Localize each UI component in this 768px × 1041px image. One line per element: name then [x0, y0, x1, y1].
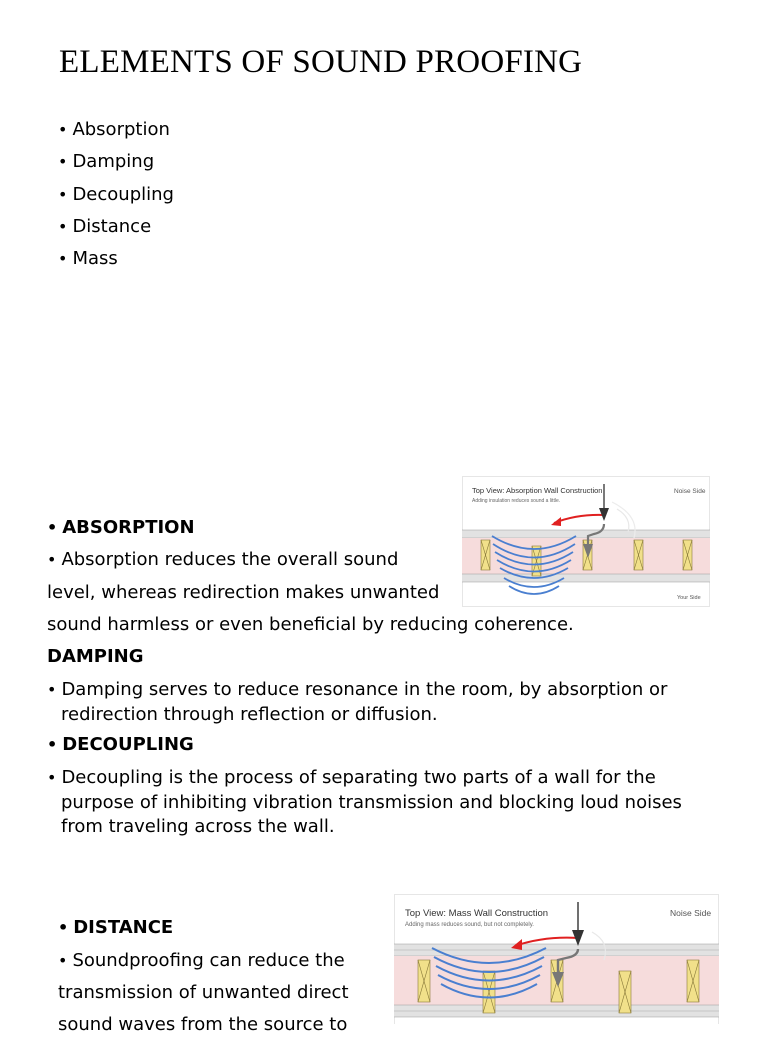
wall-board [462, 530, 710, 538]
absorption-heading: • ABSORPTION [47, 512, 195, 544]
list-item: • Mass [58, 243, 174, 275]
list-item: • Distance [58, 211, 174, 243]
page-title: ELEMENTS OF SOUND PROOFING [59, 44, 583, 80]
distance-line-2: transmission of unwanted direct [58, 982, 349, 1003]
damping-text: • Damping serves to reduce resonance in the room, by absorption or redirection through reflection or diffusion. [47, 678, 701, 727]
absorption-wall-diagram [462, 476, 710, 607]
distance-line-1: • Soundproofing can reduce the [58, 945, 345, 977]
elements-list [58, 114, 174, 275]
decoupling-text: • Decoupling is the process of separating two parts of a wall for the purpose of inhibiting vibration transmission and blocking loud noises from traveling across the wall. [47, 766, 701, 840]
absorption-line-1: • Absorption reduces the overall sound [47, 544, 398, 576]
distance-heading: • DISTANCE [58, 912, 173, 944]
noise-side-label: Noise Side [670, 908, 712, 918]
figure-title: Top View: Mass Wall Construction [405, 908, 549, 919]
list-item: • Damping [58, 146, 174, 178]
list-item: • Decoupling [58, 179, 174, 211]
your-side-label: Your Side [677, 595, 701, 601]
decoupling-heading: • DECOUPLING [47, 729, 194, 761]
absorption-line-2: level, whereas redirection makes unwanted [47, 582, 440, 603]
mass-wall-diagram [394, 894, 719, 1024]
noise-side-label: Noise Side [674, 488, 706, 495]
list-item: • Absorption [58, 114, 174, 146]
distance-line-3: sound waves from the source to [58, 1014, 348, 1035]
figure-subtitle: Adding mass reduces sound, but not completely. [405, 922, 534, 928]
figure-subtitle: Adding insulation reduces sound a little. [472, 498, 561, 504]
damping-heading: DAMPING [47, 646, 144, 667]
figure-title: Top View: Absorption Wall Construction [472, 486, 603, 495]
absorption-line-3: sound harmless or even beneficial by reducing coherence. [47, 614, 574, 635]
wall-board [462, 574, 710, 582]
